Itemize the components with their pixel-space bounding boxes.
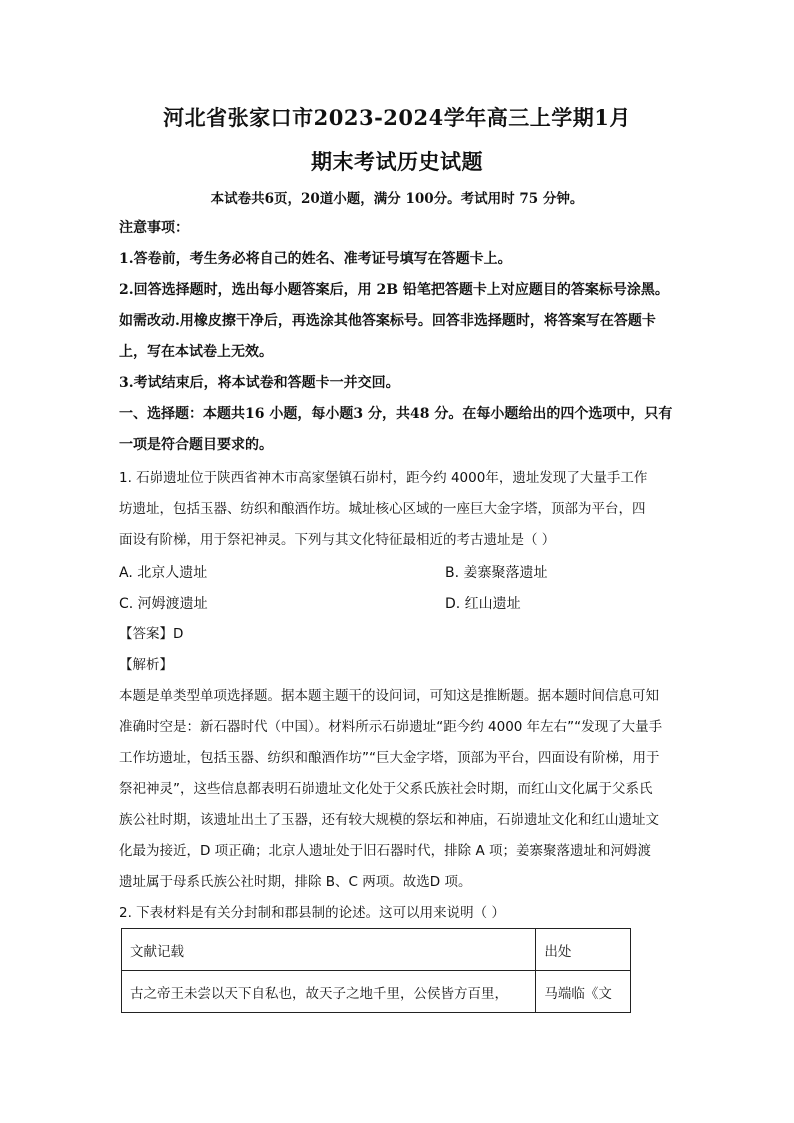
table-header-cell: 出处 <box>536 929 631 971</box>
q2-stem: 2. 下表材料是有关分封制和郡县制的论述。这可以用来说明（ ） <box>119 905 505 921</box>
q1-analysis-line: 遗址属于母系氏族公社时期，排除 B、C 两项。故选D 项。 <box>119 874 472 890</box>
exam-title-line1: 河北省张家口市2023-2024学年高三上学期1月 <box>163 105 631 130</box>
q2-table <box>121 928 631 1013</box>
section-heading-cont: 一项是符合题目要求的。 <box>119 437 273 453</box>
exam-meta: 本试卷共6页，20道小题，满分 100分。考试用时 75 分钟。 <box>210 191 584 207</box>
q1-answer: 【答案】D <box>119 626 184 642</box>
notice-item: 如需改动.用橡皮擦干净后，再选涂其他答案标号。回答非选择题时，将答案写在答题卡 <box>119 313 656 329</box>
q1-option-c: C. 河姆渡遗址 <box>119 596 208 612</box>
table-header-cell: 文献记载 <box>122 929 536 971</box>
table-header-row <box>122 929 631 971</box>
q1-analysis-line: 工作坊遗址，包括玉器、纺织和酿酒作坊”“巨大金字塔，顶部为平台，四面设有阶梯，用于 <box>119 750 660 766</box>
q1-stem: 面设有阶梯，用于祭祀神灵。下列与其文化特征最相近的考古遗址是（ ） <box>119 532 556 548</box>
q1-analysis-line: 祭祀神灵”，这些信息都表明石峁遗址文化处于父系氏族社会时期，而红山文化属于父系氏 <box>119 781 653 797</box>
notice-item: 1.答卷前，考生务必将自己的姓名、准考证号填写在答题卡上。 <box>119 251 512 267</box>
notice-item: 3.考试结束后，将本试卷和答题卡一并交回。 <box>119 375 400 391</box>
notice-heading: 注意事项： <box>119 220 189 236</box>
q1-analysis-label: 【解析】 <box>119 657 173 673</box>
q1-option-b: B. 姜寨聚落遗址 <box>445 565 548 581</box>
q1-analysis-line: 本题是单类型单项选择题。据本题主题干的设问词，可知这是推断题。据本题时间信息可知 <box>119 688 659 704</box>
q1-stem: 坊遗址，包括玉器、纺织和酿酒作坊。城址核心区域的一座巨大金字塔，顶部为平台，四 <box>119 501 646 517</box>
q1-stem: 1. 石峁遗址位于陕西省神木市高家堡镇石峁村，距今约 4000年，遗址发现了大量手工作 <box>119 470 648 486</box>
section-heading: 一、选择题：本题共16 小题，每小题3 分，共48 分。在每小题给出的四个选项中，只有 <box>119 406 673 422</box>
q1-option-a: A. 北京人遗址 <box>119 565 208 581</box>
q1-option-d: D. 红山遗址 <box>445 596 521 612</box>
table-cell: 古之帝王未尝以天下自私也，故天子之地千里，公侯皆方百里， <box>122 971 536 1013</box>
table-row <box>122 971 631 1013</box>
notice-item: 上，写在本试卷上无效。 <box>119 344 273 360</box>
exam-title-line2: 期末考试历史试题 <box>311 149 483 174</box>
q1-analysis-line: 准确时空是：新石器时代（中国）。材料所示石峁遗址“距今约 4000 年左右”“发现了大量手 <box>119 719 663 735</box>
notice-item: 2.回答选择题时，选出每小题答案后，用 2B 铅笔把答题卡上对应题目的答案标号涂黑。 <box>119 282 669 298</box>
q1-analysis-line: 族公社时期，该遗址出土了玉器，还有较大规模的祭坛和神庙，石峁遗址文化和红山遗址文 <box>119 812 659 828</box>
table-cell: 马端临《文 <box>536 971 631 1013</box>
q1-analysis-line: 化最为接近，D 项正确；北京人遗址处于旧石器时代，排除 A 项；姜寨聚落遗址和河姆渡 <box>119 843 652 859</box>
